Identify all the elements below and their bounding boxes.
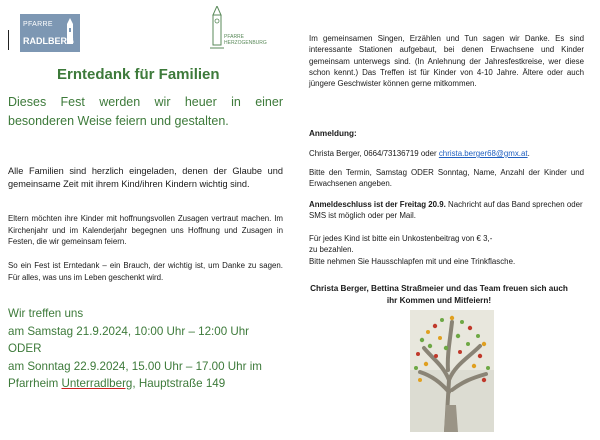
parish-logo-line2: RADLBERG xyxy=(23,36,74,46)
subtitle: Dieses Fest werden wir heuer in einer besonderen Weise feiern und gestalten. xyxy=(8,95,283,128)
thanks-note: Christa Berger, Bettina Straßmeier und das Team freuen sich auch ihr Kommen und Mitfeiern! xyxy=(310,284,568,305)
page-title: Erntedank für Familien xyxy=(57,66,220,83)
margin-marker xyxy=(8,30,9,50)
tree-artwork-image xyxy=(410,310,494,432)
herzogenburg-logo xyxy=(208,6,268,50)
place-town: Unterradlberg xyxy=(61,377,133,390)
contact-end: . xyxy=(527,149,530,158)
meeting-date-sunday: am Sonntag 22.9.2024, 15.00 Uhr – 17.00 Uhr im xyxy=(8,359,262,373)
meeting-block xyxy=(8,305,298,393)
second-logo-line1: PFARRE xyxy=(224,34,245,40)
place-prefix: Pfarrheim xyxy=(8,377,62,390)
fee-paragraph xyxy=(309,233,584,267)
second-logo-line2: HERZOGENBURG xyxy=(224,40,267,46)
place-suffix: , Hauptstraße 149 xyxy=(132,377,226,390)
invite-paragraph: Alle Familien sind herzlich eingeladen, denen der Glaube und gemeinsame Zeit mit ihrem Kind/ihren Kindern wichtig sind. xyxy=(8,166,283,189)
email-link[interactable]: christa.berger68@gmx.at xyxy=(438,149,528,158)
deadline-paragraph xyxy=(309,199,584,222)
custom-paragraph: So ein Fest ist Erntedank – ein Brauch, der wichtig ist, um Danke zu sagen. Für alles, was uns im Leben geschenkt wird. xyxy=(8,261,283,282)
contact-line xyxy=(309,149,530,158)
activities-paragraph: Im gemeinsamen Singen, Erzählen und Tun sagen wir Danke. Es sind interessante Stationen aufgebaut, bei denen Erwachsene und Kinder gemeinsam unterwegs sind. (In Anlehnung der Jahresfestkreise, wer diese schon kennt.) Das Treffen ist für Kinder von 4-10 Jahre. Ältere oder auch jüngere Geschwister können gerne mitkommen. xyxy=(309,34,584,89)
parish-logo-line1: PFARRE xyxy=(23,21,53,28)
registration-heading: Anmeldung: xyxy=(309,129,357,138)
registration-instructions: Bitte den Termin, Samstag ODER Sonntag, Name, Anzahl der Kinder und Erwachsenen angeben. xyxy=(309,168,584,189)
deadline-bold: Anmeldeschluss ist der Freitag 20.9. xyxy=(309,200,446,209)
parish-logo xyxy=(20,14,80,52)
meeting-intro: Wir treffen uns xyxy=(8,307,84,320)
fee-line2: zu bezahlen. xyxy=(309,245,354,255)
parents-paragraph: Eltern möchten ihre Kinder mit hoffnungsvollen Zusagen vertraut machen. Im Kirchenjahr und im Kalenderjahr begegnen uns Hoffnung und Zusagen in Festen, die wir gemeinsam feiern. xyxy=(8,214,283,246)
meeting-date-saturday: am Samstag 21.9.2024, 10:00 Uhr – 12:00 Uhr xyxy=(8,324,250,338)
meeting-place xyxy=(8,375,298,393)
deadline-rest: Nachricht auf das Band sprechen oder SMS ist möglich oder per Mail. xyxy=(309,200,583,221)
contact-text: Christa Berger, 0664/73136719 oder xyxy=(309,149,439,158)
fee-line3: Bitte nehmen Sie Hausschlapfen mit und eine Trinkflasche. xyxy=(309,256,516,266)
fee-line1: Für jedes Kind ist bitte ein Unkostenbeitrag von € 3,- xyxy=(309,234,493,243)
meeting-or: ODER xyxy=(8,342,42,355)
